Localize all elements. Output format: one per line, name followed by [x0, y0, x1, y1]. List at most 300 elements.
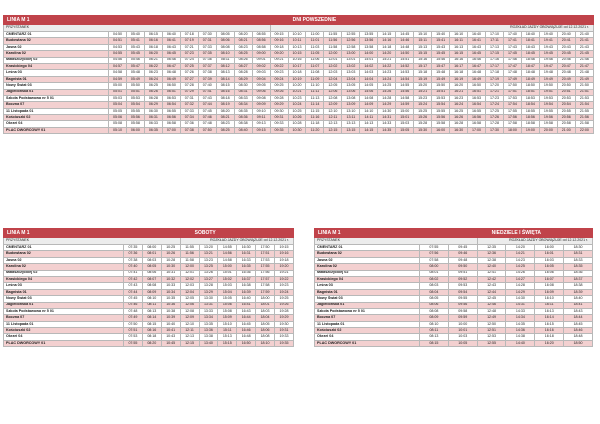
departure-time: 14:28	[378, 95, 396, 101]
stop-name: 11 Listopada 01	[315, 321, 420, 327]
stop-name: Karolina 02	[4, 264, 124, 270]
departure-time: 14:26	[506, 270, 535, 276]
stop-name: Szkoła Podstawowa nr 5 01	[315, 308, 420, 314]
departure-time: 10:28	[161, 257, 180, 263]
departure-time: 10:11	[288, 38, 306, 44]
departure-time: 20:51	[557, 89, 575, 95]
departure-time: 15:18	[414, 70, 432, 76]
departure-time: 10:03	[448, 334, 477, 340]
departure-time: 18:08	[256, 334, 275, 340]
departure-time: 10:30	[288, 127, 306, 133]
departure-time: 06:23	[144, 70, 162, 76]
departure-time: 07:27	[180, 76, 198, 82]
departure-time: 05:00	[109, 83, 127, 89]
departure-time: 04:55	[109, 51, 127, 57]
departure-time: 14:36	[506, 328, 535, 334]
departure-time: 09:15	[270, 32, 288, 38]
departure-time: 11:13	[306, 95, 324, 101]
departure-time: 16:01	[535, 251, 564, 257]
departure-time: 19:53	[539, 95, 557, 101]
stop-name: Leśna 03	[315, 283, 420, 289]
departure-time: 16:47	[468, 63, 486, 69]
departure-time: 12:08	[324, 95, 342, 101]
departure-time: 07:43	[198, 95, 216, 101]
departure-time: 08:14	[142, 315, 161, 321]
departure-time: 09:16	[270, 38, 288, 44]
departure-time: 18:41	[564, 302, 593, 308]
departure-time: 07:40	[198, 83, 216, 89]
departure-time: 06:47	[162, 63, 180, 69]
departure-time: 08:03	[142, 257, 161, 263]
departure-time: 16:45	[237, 321, 256, 327]
departure-time: 10:39	[161, 315, 180, 321]
departure-time: 16:55	[468, 108, 486, 114]
departure-time: 13:15	[342, 127, 360, 133]
departure-time: 08:18	[216, 95, 234, 101]
departure-time: 07:28	[180, 83, 198, 89]
departure-time: 19:54	[539, 102, 557, 108]
stop-name: Budowlana 02	[4, 251, 124, 257]
departure-time: 10:28	[288, 121, 306, 127]
departure-time: 09:46	[448, 251, 477, 257]
departure-time: 12:01	[180, 270, 199, 276]
departure-time: 15:55	[432, 108, 450, 114]
departure-time: 08:01	[420, 270, 449, 276]
departure-time: 07:41	[198, 89, 216, 95]
departure-time: 20:48	[557, 70, 575, 76]
departure-time: 10:30	[161, 264, 180, 270]
departure-time: 08:05	[420, 296, 449, 302]
departure-time: 15:06	[218, 302, 237, 308]
departure-time: 17:40	[503, 32, 521, 38]
departure-time: 07:31	[180, 95, 198, 101]
departure-time: 16:00	[432, 127, 450, 133]
departure-time: 18:31	[564, 251, 593, 257]
departure-time: 16:03	[535, 257, 564, 263]
departure-time: 18:44	[564, 315, 593, 321]
departure-time: 21:00	[557, 127, 575, 133]
departure-time: 16:49	[468, 76, 486, 82]
departure-time: 15:51	[432, 89, 450, 95]
departure-time: 14:00	[360, 51, 378, 57]
departure-time: 09:48	[448, 257, 477, 263]
departure-time: 19:40	[539, 32, 557, 38]
departure-time: 12:58	[342, 44, 360, 50]
stop-name: Kościuszki 02	[4, 115, 109, 121]
weekday-subheader	[4, 25, 594, 32]
departure-time: 19:25	[275, 296, 294, 302]
departure-time: 09:11	[252, 115, 270, 121]
departure-time: 16:48	[468, 70, 486, 76]
departure-time: 05:06	[109, 115, 127, 121]
departure-time: 06:35	[144, 127, 162, 133]
departure-time: 09:30	[270, 108, 288, 114]
departure-time: 15:03	[218, 283, 237, 289]
departure-time: 12:02	[324, 63, 342, 69]
departure-time: 18:39	[564, 289, 593, 295]
departure-time: 11:03	[306, 44, 324, 50]
valid-from-note: ROZKŁAD JAZDY OBOWIĄZUJE od 12.12.2021 r.	[180, 238, 293, 245]
departure-time: 14:20	[378, 51, 396, 57]
departure-time: 16:40	[237, 296, 256, 302]
departure-time: 19:35	[275, 340, 294, 346]
departure-time: 07:36	[180, 121, 198, 127]
departure-time: 11:20	[306, 127, 324, 133]
stop-name: Szkoła Podstawowa nr 5 01	[4, 95, 109, 101]
departure-time: 15:48	[432, 70, 450, 76]
departure-time: 17:19	[486, 76, 504, 82]
departure-time: 15:05	[218, 296, 237, 302]
departure-time: 14:52	[396, 63, 414, 69]
departure-time: 08:07	[142, 276, 161, 282]
stop-name: PLAC DWORCOWY 01	[4, 127, 109, 133]
departure-time: 05:51	[126, 89, 144, 95]
departure-time: 17:17	[486, 63, 504, 69]
departure-time: 16:30	[237, 245, 256, 251]
departure-time: 10:00	[448, 321, 477, 327]
saturday-timetable	[3, 228, 294, 347]
departure-time: 19:00	[521, 127, 539, 133]
departure-time: 17:24	[486, 102, 504, 108]
departure-time: 16:00	[535, 245, 564, 251]
departure-time: 07:33	[198, 44, 216, 50]
stops-column-header: PRZYSTANEK	[4, 238, 181, 245]
departure-time: 14:46	[396, 38, 414, 44]
departure-time: 09:58	[448, 308, 477, 314]
departure-time: 07:38	[180, 127, 198, 133]
departure-time: 12:04	[324, 76, 342, 82]
departure-time: 15:00	[218, 264, 237, 270]
departure-time: 08:40	[234, 127, 252, 133]
departure-time: 14:29	[506, 289, 535, 295]
departure-time: 12:42	[477, 276, 506, 282]
departure-time: 12:53	[477, 334, 506, 340]
departure-time: 12:48	[477, 308, 506, 314]
departure-time: 18:05	[256, 321, 275, 327]
stop-name: Boczna 07	[4, 102, 109, 108]
departure-time: 06:58	[162, 121, 180, 127]
departure-time: 18:46	[564, 328, 593, 334]
departure-time: 15:03	[396, 121, 414, 127]
departure-time: 05:55	[126, 108, 144, 114]
departure-time: 08:20	[234, 32, 252, 38]
departure-time: 10:23	[288, 95, 306, 101]
departure-time: 09:25	[270, 83, 288, 89]
departure-time: 17:58	[256, 283, 275, 289]
departure-time: 07:00	[162, 127, 180, 133]
departure-time: 17:59	[256, 289, 275, 295]
departure-time: 08:27	[234, 63, 252, 69]
sunday-header	[315, 229, 593, 238]
departure-time: 17:49	[503, 76, 521, 82]
departure-time: 05:10	[109, 127, 127, 133]
departure-time: 21:53	[575, 95, 593, 101]
departure-time: 06:41	[162, 38, 180, 44]
departure-time: 18:45	[564, 321, 593, 327]
departure-time: 18:51	[521, 89, 539, 95]
sunday-subheader	[315, 238, 593, 245]
departure-time: 18:58	[521, 121, 539, 127]
departure-time: 08:08	[420, 308, 449, 314]
departure-time: 21:45	[575, 51, 593, 57]
departure-time: 10:05	[448, 340, 477, 346]
departure-time: 07:51	[124, 328, 143, 334]
departure-time: 12:50	[477, 321, 506, 327]
departure-time: 13:28	[199, 283, 218, 289]
line-name: LINIA M 1	[4, 16, 271, 25]
departure-time: 16:38	[237, 283, 256, 289]
departure-time: 12:06	[324, 89, 342, 95]
departure-time: 12:15	[324, 127, 342, 133]
departure-time: 19:47	[539, 63, 557, 69]
departure-time: 21:49	[575, 76, 593, 82]
departure-time: 05:46	[126, 57, 144, 63]
departure-time: 08:33	[234, 95, 252, 101]
departure-time: 18:47	[521, 63, 539, 69]
departure-time: 15:41	[432, 38, 450, 44]
departure-time: 04:51	[109, 38, 127, 44]
departure-time: 08:16	[142, 328, 161, 334]
departure-time: 14:02	[360, 63, 378, 69]
departure-time: 10:35	[161, 296, 180, 302]
stop-name: PLAC DWORCOWY 01	[315, 340, 420, 346]
departure-time: 14:58	[218, 257, 237, 263]
departure-time: 19:48	[539, 70, 557, 76]
departure-time: 04:50	[109, 32, 127, 38]
timetable-row	[4, 127, 594, 133]
timetable-row	[4, 340, 294, 346]
departure-time: 19:15	[275, 245, 294, 251]
departure-time: 09:00	[252, 51, 270, 57]
departure-time: 17:51	[256, 251, 275, 257]
departure-time: 07:19	[180, 38, 198, 44]
departure-time: 17:50	[256, 245, 275, 251]
departure-time: 05:48	[126, 70, 144, 76]
departure-time: 19:55	[539, 108, 557, 114]
departure-time: 19:28	[275, 308, 294, 314]
departure-time: 07:36	[198, 57, 216, 63]
departure-time: 07:37	[198, 63, 216, 69]
departure-time: 08:13	[420, 334, 449, 340]
departure-time: 06:31	[144, 115, 162, 121]
weekday-header	[4, 16, 594, 25]
departure-time: 04:57	[109, 63, 127, 69]
departure-time: 21:55	[575, 108, 593, 114]
departure-time: 05:47	[126, 63, 144, 69]
departure-time: 16:08	[535, 283, 564, 289]
departure-time: 11:18	[306, 121, 324, 127]
departure-time: 16:15	[535, 321, 564, 327]
departure-time: 06:30	[144, 108, 162, 114]
departure-time: 13:34	[199, 315, 218, 321]
departure-time: 20:43	[557, 44, 575, 50]
departure-time: 17:56	[503, 115, 521, 121]
departure-time: 16:14	[535, 315, 564, 321]
departure-time: 14:35	[378, 127, 396, 133]
departure-time: 14:21	[378, 57, 396, 63]
departure-time: 14:51	[396, 57, 414, 63]
departure-time: 11:56	[324, 38, 342, 44]
departure-time: 16:46	[468, 57, 486, 63]
departure-time: 07:30	[198, 32, 216, 38]
departure-time: 17:43	[503, 44, 521, 50]
departure-time: 14:30	[378, 108, 396, 114]
departure-time: 13:05	[342, 83, 360, 89]
departure-time: 06:25	[144, 83, 162, 89]
departure-time: 16:36	[237, 270, 256, 276]
departure-time: 18:33	[564, 257, 593, 263]
departure-time: 10:43	[161, 334, 180, 340]
departure-time: 11:06	[306, 57, 324, 63]
departure-time: 13:11	[342, 115, 360, 121]
stop-name: PLAC DWORCOWY 01	[4, 340, 124, 346]
departure-time: 14:59	[396, 102, 414, 108]
departure-time: 08:20	[216, 108, 234, 114]
departure-time: 19:49	[539, 76, 557, 82]
departure-time: 09:08	[252, 95, 270, 101]
departure-time: 07:42	[124, 276, 143, 282]
departure-time: 12:03	[324, 70, 342, 76]
departure-time: 09:24	[270, 76, 288, 82]
departure-time: 08:16	[216, 89, 234, 95]
departure-time: 05:56	[126, 115, 144, 121]
departure-time: 17:57	[256, 276, 275, 282]
departure-time: 12:02	[180, 276, 199, 282]
departure-time: 09:55	[448, 296, 477, 302]
departure-time: 16:24	[450, 102, 468, 108]
departure-time: 16:15	[450, 51, 468, 57]
departure-time: 16:17	[450, 63, 468, 69]
departure-time: 12:43	[477, 283, 506, 289]
stop-name: Okrzei 04	[4, 121, 109, 127]
departure-time: 15:45	[432, 51, 450, 57]
departure-time: 15:25	[414, 108, 432, 114]
departure-time: 06:56	[162, 115, 180, 121]
departure-time: 16:56	[468, 115, 486, 121]
departure-time: 15:17	[414, 63, 432, 69]
departure-time: 18:40	[521, 32, 539, 38]
departure-time: 16:43	[237, 308, 256, 314]
departure-time: 14:56	[218, 251, 237, 257]
departure-time: 17:26	[486, 115, 504, 121]
departure-time: 18:04	[256, 315, 275, 321]
departure-time: 08:14	[216, 76, 234, 82]
departure-time: 16:50	[237, 340, 256, 346]
departure-time: 10:38	[161, 308, 180, 314]
departure-time: 18:03	[256, 308, 275, 314]
departure-time: 15:56	[432, 115, 450, 121]
stop-name: Nowy Świat 03	[4, 296, 124, 302]
departure-time: 09:09	[252, 102, 270, 108]
departure-time: 17:45	[503, 51, 521, 57]
departure-time: 06:18	[144, 44, 162, 50]
departure-time: 07:26	[180, 70, 198, 76]
departure-time: 19:45	[539, 51, 557, 57]
departure-time: 18:00	[256, 296, 275, 302]
departure-time: 21:50	[575, 83, 593, 89]
departure-time: 15:10	[218, 321, 237, 327]
departure-time: 17:28	[486, 121, 504, 127]
departure-time: 10:40	[161, 321, 180, 327]
departure-time: 16:41	[468, 38, 486, 44]
departure-time: 05:50	[126, 83, 144, 89]
day-type: NIEDZIELE I ŚWIĘTA	[477, 229, 592, 238]
departure-time: 12:46	[477, 302, 506, 308]
departure-time: 06:29	[144, 102, 162, 108]
departure-time: 12:56	[342, 38, 360, 44]
departure-time: 12:00	[180, 264, 199, 270]
departure-time: 17:46	[503, 57, 521, 63]
departure-time: 08:25	[216, 127, 234, 133]
departure-time: 15:23	[414, 95, 432, 101]
departure-time: 06:51	[162, 89, 180, 95]
departure-time: 07:48	[198, 121, 216, 127]
departure-time: 21:41	[575, 38, 593, 44]
departure-time: 07:46	[198, 115, 216, 121]
stop-name: Bagnista 01	[4, 289, 124, 295]
departure-time: 14:23	[506, 257, 535, 263]
valid-from-note: ROZKŁAD JAZDY OBOWIĄZUJE od 12.12.2021 r.	[477, 238, 592, 245]
departure-time: 15:46	[432, 57, 450, 63]
departure-time: 09:15	[252, 127, 270, 133]
line-name: LINIA M 1	[4, 229, 181, 238]
departure-time: 07:21	[180, 44, 198, 50]
departure-time: 07:58	[420, 257, 449, 263]
departure-time: 20:53	[557, 95, 575, 101]
departure-time: 06:40	[162, 32, 180, 38]
departure-time: 15:50	[432, 83, 450, 89]
departure-time: 08:35	[234, 108, 252, 114]
departure-time: 16:31	[237, 251, 256, 257]
departure-time: 21:40	[575, 32, 593, 38]
departure-time: 18:46	[521, 57, 539, 63]
departure-time: 16:07	[535, 276, 564, 282]
sunday-timetable	[314, 228, 593, 347]
departure-time: 07:36	[124, 251, 143, 257]
saturday-subheader	[4, 238, 294, 245]
stop-name: Nowy Świat 03	[315, 296, 420, 302]
departure-time: 09:04	[252, 76, 270, 82]
weekday-timetable	[3, 15, 594, 134]
departure-time: 16:11	[450, 38, 468, 44]
departure-time: 17:23	[486, 95, 504, 101]
stop-name: CMENTARZ 01	[4, 32, 109, 38]
departure-time: 14:35	[506, 321, 535, 327]
departure-time: 08:56	[252, 38, 270, 44]
departure-time: 16:16	[535, 328, 564, 334]
stop-name: Budowlana 02	[315, 251, 420, 257]
departure-time: 05:03	[109, 95, 127, 101]
departure-time: 12:45	[477, 296, 506, 302]
departure-time: 09:51	[448, 270, 477, 276]
departure-time: 05:04	[109, 102, 127, 108]
departure-time: 08:10	[216, 51, 234, 57]
departure-time: 10:18	[288, 70, 306, 76]
departure-time: 15:58	[432, 121, 450, 127]
departure-time: 07:39	[198, 76, 216, 82]
departure-time: 08:15	[216, 83, 234, 89]
departure-time: 16:10	[535, 296, 564, 302]
departure-time: 06:21	[144, 57, 162, 63]
departure-time: 16:50	[468, 83, 486, 89]
departure-time: 10:16	[288, 57, 306, 63]
departure-time: 15:49	[432, 76, 450, 82]
departure-time: 06:28	[144, 95, 162, 101]
departure-time: 06:15	[144, 32, 162, 38]
departure-time: 17:41	[503, 38, 521, 44]
departure-time: 14:28	[506, 283, 535, 289]
departure-time: 07:31	[198, 38, 216, 44]
